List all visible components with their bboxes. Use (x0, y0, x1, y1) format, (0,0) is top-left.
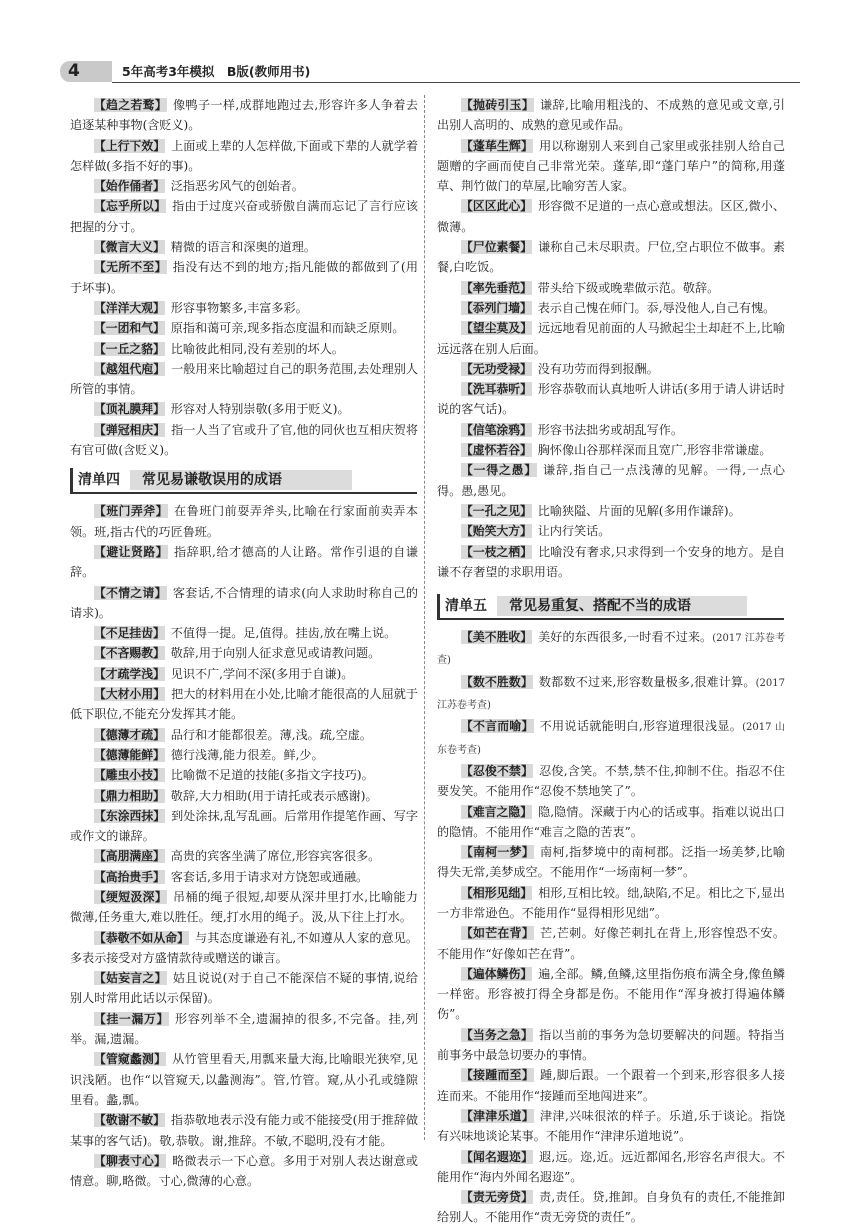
idiom-definition: 遐,远。迩,近。远近都闻名,形容名声很大。不能用作“海内外闻名遐迩”。 (437, 1149, 785, 1184)
idiom-definition: 敬辞,大力相助(用于请托或表示感谢)。 (170, 788, 378, 803)
page-number-badge (60, 61, 112, 82)
idiom-entry (70, 420, 418, 461)
idiom-definition: 精微的语言和深奥的道理。 (170, 240, 316, 255)
idiom-definition: 谦称自己未尽职责。尸位,空占职位不做事。素餐,白吃饭。 (437, 240, 785, 275)
idiom-entry (437, 440, 785, 460)
idiom-entry (70, 257, 418, 298)
section-tag: 清单五 (445, 598, 487, 615)
idiom-definition: 数都数不过来,形容数量极多,很难计算。 (538, 674, 756, 689)
idiom-term: 【越俎代庖】 (94, 361, 166, 376)
idiom-entry (70, 136, 418, 177)
idiom-term: 【责无旁贷】 (461, 1190, 534, 1205)
idiom-entry (70, 765, 418, 785)
idiom-term: 【德薄才疏】 (94, 727, 165, 742)
idiom-term: 【弹冠相庆】 (94, 422, 166, 437)
idiom-entry (437, 359, 785, 379)
idiom-definition: 上面或上辈的人怎样做,下面或下辈的人就学着怎样做(多指不好的事)。 (70, 138, 418, 173)
idiom-term: 【敬谢不敏】 (94, 1113, 165, 1128)
idiom-definition: 指以当前的事务为急切要解决的问题。特指当前事务中最急切要办的事情。 (437, 1027, 785, 1063)
idiom-term: 【蓬荜生辉】 (461, 138, 534, 153)
idiom-entry (437, 542, 785, 583)
idiom-entry (70, 176, 418, 196)
idiom-term: 【姑妄言之】 (94, 971, 167, 986)
idiom-term: 【高抬贵手】 (94, 869, 165, 884)
page-number: 4 (68, 61, 80, 81)
idiom-entry (70, 887, 418, 928)
idiom-entry (70, 1110, 418, 1151)
idiom-entry (437, 1065, 785, 1106)
idiom-entry (437, 923, 785, 964)
idiom-definition: 见识不广,学问不深(多用于自谦)。 (170, 666, 354, 681)
column-divider (424, 95, 425, 1140)
idiom-definition: 谦辞,比喻用粗浅的、不成熟的意见或文章,引出别人高明的、成熟的意见或作品。 (437, 98, 785, 133)
idiom-definition: 用以称谢别人来到自己家里或张挂别人给自己题赠的字画而使自己非常光荣。蓬荜,即“蓬门荜户”的简称,用蓬草、荆竹做门的草屋,比喻穷苦人家。 (437, 138, 785, 194)
idiom-definition: 略微表示一下心意。多用于对别人表达谢意或情意。聊,略微。寸心,微薄的心意。 (70, 1153, 418, 1189)
idiom-term: 【望尘莫及】 (461, 321, 533, 336)
idiom-definition: 不值得一提。足,值得。挂齿,放在嘴上说。 (170, 626, 397, 641)
idiom-definition: 姑且说说(对于自己不能深信不疑的事情,说给别人时常用此话以示保留)。 (70, 971, 418, 1006)
idiom-entry (70, 237, 418, 257)
idiom-definition: 胸怀像山谷那样深而且宽广,形容非常谦虚。 (537, 443, 772, 458)
idiom-term: 【始作俑者】 (94, 179, 165, 194)
idiom-definition: 吊桶的绳子很短,却要从深井里打水,比喻能力微薄,任务重大,难以胜任。绠,打水用的绳子。汲,从下往上打水。 (70, 889, 418, 925)
idiom-entry (70, 359, 418, 400)
idiom-definition: 指辞职,给才德高的人让路。常作引退的自谦辞。 (70, 544, 418, 580)
idiom-term: 【不情之请】 (94, 585, 167, 600)
idiom-entry (437, 627, 785, 672)
idiom-entry (70, 399, 418, 419)
idiom-definition: 原指和蔼可亲,现多指态度温和而缺乏原则。 (170, 321, 405, 336)
idiom-entry (70, 501, 418, 542)
idiom-entry (437, 1025, 785, 1066)
idiom-definition: 比喻没有奢求,只求得到一个安身的地方。是自谦不存奢望的求职用语。 (437, 544, 785, 579)
idiom-definition: 品行和才能都很差。薄,浅。疏,空虚。 (170, 727, 372, 742)
idiom-term: 【津津乐道】 (461, 1108, 535, 1123)
idiom-term: 【南柯一梦】 (461, 845, 535, 860)
idiom-entry (437, 460, 785, 501)
idiom-term: 【忍俊不禁】 (461, 763, 534, 778)
idiom-entry (70, 643, 418, 663)
idiom-term: 【挂一漏万】 (94, 1011, 169, 1026)
idiom-definition: 表示自己愧在师门。忝,辱没他人,自己有愧。 (537, 300, 776, 315)
idiom-term: 【趋之若鹜】 (94, 98, 168, 112)
idiom-definition: 指一人当了官或升了官,他的同伙也互相庆贺将有官可做(含贬义)。 (70, 422, 418, 458)
idiom-definition: 远远地看见前面的人马掀起尘土却赶不上,比喻远远落在别人后面。 (437, 321, 785, 356)
idiom-entry (70, 745, 418, 765)
idiom-definition: 泛指恶劣风气的创始者。 (170, 179, 304, 194)
idiom-term: 【绠短汲深】 (94, 889, 168, 904)
idiom-entry (70, 583, 418, 624)
idiom-definition: 德行浅薄,能力很差。鲜,少。 (170, 747, 324, 762)
section-title: 常见易谦敬误用的成语 (142, 472, 282, 489)
idiom-entry (437, 420, 785, 440)
idiom-entry (437, 278, 785, 298)
idiom-definition: 从竹管里看天,用瓢来量大海,比喻眼光狭窄,见识浅陋。也作“以管窥天,以蠡测海”。管,竹管。窥,从小孔或缝隙里看。蠡,瓢。 (70, 1052, 418, 1107)
idiom-term: 【顶礼膜拜】 (94, 402, 165, 417)
idiom-term: 【区区此心】 (461, 199, 533, 214)
idiom-term: 【德薄能鲜】 (94, 747, 165, 762)
idiom-definition: 形容微不足道的一点心意或想法。区区,微小、微薄。 (437, 199, 785, 234)
idiom-definition: 责,责任。贷,推卸。自身负有的责任,不能推卸给别人。不能用作“责无旁贷的责任”。 (437, 1190, 785, 1225)
idiom-list-right-top (437, 95, 785, 582)
idiom-term: 【无所不至】 (94, 260, 167, 275)
idiom-definition: 不用说话就能明白,形容道理很浅显。 (539, 719, 743, 734)
idiom-entry (70, 196, 418, 237)
idiom-term: 【遍体鳞伤】 (461, 966, 533, 981)
idiom-entry (70, 1009, 418, 1050)
idiom-term: 【不言而喻】 (461, 719, 534, 734)
idiom-entry (70, 684, 418, 725)
idiom-entry (70, 298, 418, 318)
idiom-definition: 踵,脚后跟。一个跟着一个到来,形容很多人接连而来。不能用作“接踵而至地闯进来”。 (437, 1068, 785, 1103)
idiom-definition: 客套话,多用于请求对方饶恕或通融。 (170, 869, 369, 884)
idiom-definition: 敬辞,用于向别人征求意见或请教问题。 (170, 646, 381, 661)
exam-source-note: (2017 江苏卷考查) (437, 677, 785, 712)
idiom-entry (437, 964, 785, 1025)
idiom-definition: 谦辞,指自己一点浅薄的见解。一得,一点心得。愚,愚见。 (437, 463, 785, 498)
idiom-term: 【忝列门墙】 (461, 300, 532, 315)
idiom-term: 【高朋满座】 (94, 849, 165, 864)
idiom-definition: 隐,隐情。深藏于内心的话或事。指难以说出口的隐情。不能用作“难言之隐的苦衷”。 (437, 804, 785, 839)
idiom-list-right-bottom (437, 627, 785, 1228)
idiom-entry (437, 298, 785, 318)
idiom-entry (437, 1106, 785, 1147)
idiom-definition: 形容书法拙劣或胡乱写作。 (537, 422, 683, 437)
idiom-entry (70, 623, 418, 643)
idiom-term: 【恭敬不如从命】 (94, 930, 190, 945)
idiom-term: 【一枝之栖】 (461, 544, 533, 559)
idiom-definition: 一般用来比喻超过自己的职务范围,去处理别人所管的事情。 (70, 361, 418, 397)
idiom-definition: 把大的材料用在小处,比喻才能很高的人屈就于低下职位,不能充分发挥其才能。 (70, 687, 418, 722)
idiom-entry (437, 521, 785, 541)
book-title: 5年高考3年模拟 B版(教师用书) (122, 64, 311, 79)
idiom-entry (437, 379, 785, 420)
exam-source-note: (2017 山东卷考查) (437, 722, 785, 756)
idiom-term: 【当务之急】 (461, 1027, 534, 1042)
header-rule (112, 82, 800, 83)
idiom-term: 【忘乎所以】 (94, 199, 167, 214)
idiom-definition: 南柯,指梦境中的南柯郡。泛指一场美梦,比喻得失无常,美梦成空。不能用作“一场南柯一梦”。 (437, 845, 785, 880)
idiom-entry (437, 318, 785, 359)
idiom-definition: 指恭敬地表示没有能力或不能接受(用于推辞做某事的客气话)。敬,恭敬。谢,推辞。不敏,不聪明,没有才能。 (70, 1113, 418, 1148)
idiom-term: 【微言大义】 (94, 240, 165, 255)
idiom-definition: 没有功劳而得到报酬。 (537, 361, 659, 376)
idiom-definition: 带头给下级或晚辈做示范。敬辞。 (537, 280, 720, 295)
idiom-entry (437, 196, 785, 237)
idiom-entry (70, 846, 418, 866)
idiom-term: 【接踵而至】 (461, 1068, 535, 1083)
idiom-term: 【洗耳恭听】 (461, 382, 532, 397)
exam-source-note: (2017 江苏卷考查) (437, 633, 785, 667)
section-heading-5 (437, 594, 785, 620)
idiom-definition: 美好的东西很多,一时看不过来。 (538, 630, 713, 645)
idiom-term: 【一得之愚】 (461, 463, 538, 478)
idiom-definition: 形容对人特别崇敬(多用于贬义)。 (170, 402, 350, 417)
idiom-entry (437, 802, 785, 843)
section-title: 常见易重复、搭配不当的成语 (509, 598, 691, 615)
idiom-term: 【数不胜数】 (461, 674, 533, 689)
idiom-definition: 指没有达不到的地方;指凡能做的都做到了(用于坏事)。 (70, 260, 418, 295)
idiom-definition: 津津,兴味很浓的样子。乐道,乐于谈论。指饶有兴味地谈论某事。不能用作“津津乐道地说”。 (437, 1108, 785, 1144)
section-tag: 清单四 (78, 472, 120, 489)
idiom-term: 【避让贤路】 (94, 544, 169, 559)
idiom-term: 【抛砖引玉】 (461, 98, 535, 112)
idiom-entry (437, 237, 785, 278)
idiom-term: 【无功受禄】 (461, 361, 532, 376)
idiom-definition: 让内行笑话。 (537, 524, 611, 539)
idiom-term: 【一丘之貉】 (94, 341, 165, 356)
idiom-definition: 比喻微不足道的技能(多指文字技巧)。 (170, 768, 374, 783)
idiom-entry (437, 716, 785, 761)
idiom-entry (437, 501, 785, 521)
idiom-definition: 形容列举不全,遗漏掉的很多,不完备。挂,列举。漏,遗漏。 (70, 1011, 418, 1047)
idiom-entry (437, 136, 785, 197)
left-column (70, 95, 418, 1191)
idiom-entry (70, 867, 418, 887)
idiom-term: 【率先垂范】 (461, 280, 532, 295)
idiom-entry (70, 1151, 418, 1192)
idiom-term: 【相形见绌】 (461, 885, 533, 900)
idiom-entry (70, 928, 418, 969)
idiom-term: 【一团和气】 (94, 321, 165, 336)
idiom-term: 【管窥蠡测】 (94, 1052, 167, 1067)
idiom-entry (70, 318, 418, 338)
idiom-definition: 遍,全部。鳞,鱼鳞,这里指伤痕布满全身,像鱼鳞一样密。形容被打得全身都是伤。不能用作“浑身被打得遍体鳞伤”。 (437, 966, 785, 1022)
idiom-entry (437, 95, 785, 136)
idiom-entry (437, 672, 785, 717)
idiom-definition: 形容事物繁多,丰富多彩。 (170, 300, 308, 315)
idiom-definition: 指由于过度兴奋或骄傲自满而忘记了言行应该把握的分寸。 (70, 199, 418, 234)
idiom-entry (437, 842, 785, 883)
idiom-term: 【不吝赐教】 (94, 646, 165, 661)
idiom-definition: 比喻狭隘、片面的见解(多用作谦辞)。 (537, 503, 741, 518)
idiom-definition: 客套话,不合情理的请求(向人求助时称自己的请求)。 (70, 585, 418, 620)
idiom-entry (70, 786, 418, 806)
idiom-term: 【虚怀若谷】 (461, 443, 532, 458)
idiom-definition: 相形,互相比较。绌,缺陷,不足。相比之下,显出一方非常逊色。不能用作“显得相形见绌”。 (437, 885, 785, 920)
idiom-term: 【班门弄斧】 (94, 504, 169, 519)
idiom-definition: 在鲁班门前耍弄斧头,比喻在行家面前卖弄本领。班,指古代的巧匠鲁班。 (70, 504, 418, 539)
idiom-term: 【洋洋大观】 (94, 300, 165, 315)
idiom-definition: 像鸭子一样,成群地跑过去,形容许多人争着去追逐某种事物(含贬义)。 (70, 98, 418, 133)
idiom-entry (70, 968, 418, 1009)
idiom-term: 【聊表寸心】 (94, 1153, 167, 1168)
idiom-term: 【尸位素餐】 (461, 240, 533, 255)
idiom-list-left-top (70, 95, 418, 460)
idiom-term: 【不足挂齿】 (94, 626, 165, 641)
idiom-entry (437, 1147, 785, 1188)
idiom-entry (70, 339, 418, 359)
idiom-entry (70, 95, 418, 136)
idiom-entry (437, 761, 785, 802)
idiom-definition: 忍俊,含笑。不禁,禁不住,抑制不住。指忍不住要发笑。不能用作“忍俊不禁地笑了”。 (437, 763, 785, 799)
idiom-entry (437, 1187, 785, 1228)
idiom-term: 【信笔涂鸦】 (461, 422, 532, 437)
idiom-term: 【雕虫小技】 (94, 768, 165, 783)
idiom-list-left-bottom (70, 501, 418, 1191)
idiom-definition: 与其态度谦逊有礼,不如遵从人家的意见。多表示接受对方盛情款待或赠送的谦言。 (70, 930, 418, 965)
idiom-entry (437, 883, 785, 924)
idiom-term: 【东涂西抹】 (94, 808, 166, 823)
idiom-definition: 比喻彼此相同,没有差别的坏人。 (170, 341, 344, 356)
idiom-definition: 芒,芒刺。好像芒刺扎在背上,形容惶恐不安。不能用作“好像如芒在背”。 (437, 926, 785, 961)
idiom-term: 【美不胜收】 (461, 630, 533, 645)
idiom-definition: 形容恭敬而认真地听人讲话(多用于请人讲话时说的客气话)。 (437, 382, 785, 417)
idiom-term: 【难言之隐】 (461, 804, 533, 819)
idiom-entry (70, 1049, 418, 1110)
right-column (437, 95, 785, 1228)
idiom-definition: 到处涂抹,乱写乱画。后常用作提笔作画、写字或作文的谦辞。 (70, 808, 418, 844)
section-heading-4 (70, 468, 418, 494)
idiom-entry (70, 542, 418, 583)
idiom-term: 【一孔之见】 (461, 503, 532, 518)
idiom-term: 【才疏学浅】 (94, 666, 165, 681)
idiom-entry (70, 664, 418, 684)
idiom-term: 【贻笑大方】 (461, 524, 532, 539)
idiom-term: 【闻名遐迩】 (461, 1149, 534, 1164)
idiom-entry (70, 806, 418, 847)
idiom-term: 【如芒在背】 (461, 926, 535, 941)
idiom-term: 【上行下效】 (94, 138, 166, 153)
idiom-term: 【大材小用】 (94, 687, 166, 702)
idiom-term: 【鼎力相助】 (94, 788, 165, 803)
idiom-entry (70, 725, 418, 745)
idiom-definition: 高贵的宾客坐满了席位,形容宾客很多。 (170, 849, 381, 864)
page-header (60, 61, 800, 83)
